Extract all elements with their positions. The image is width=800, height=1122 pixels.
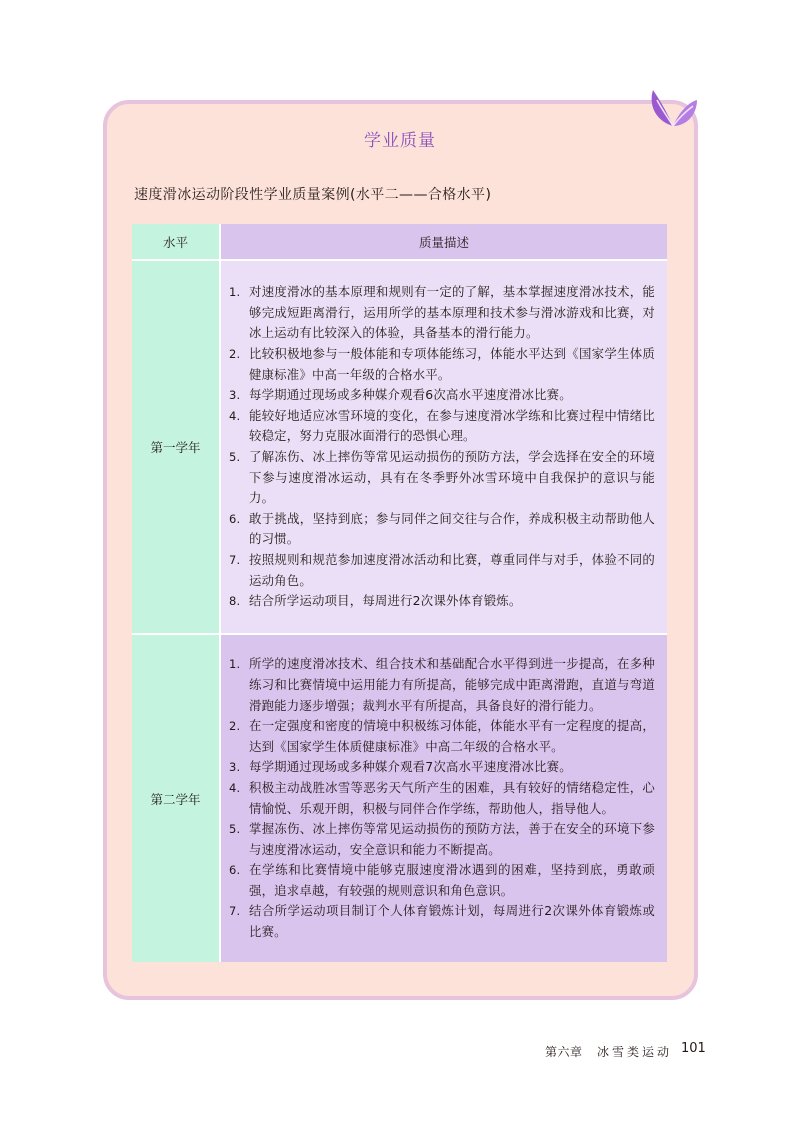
item-number: 6. [229, 863, 241, 878]
item-text: 能较好地适应冰雪环境的变化，在参与速度滑冰学练和比赛过程中情绪比较稳定，努力克服冰面滑行的恐惧心理。 [249, 407, 655, 444]
list-item [229, 447, 655, 509]
item-text: 每学期通过现场或多种媒介观看6次高水平速度滑冰比赛。 [249, 387, 572, 403]
quality-table [132, 224, 667, 962]
list-item [229, 716, 655, 757]
list-item [229, 819, 655, 860]
page-number: 101 [681, 1041, 706, 1056]
item-text: 结合所学运动项目制订个人体育锻炼计划，每周进行2次课外体育锻炼或比赛。 [249, 903, 655, 940]
list-item [229, 406, 655, 447]
item-text: 比较积极地参与一般体能和专项体能练习，体能水平达到《国家学生体质健康标准》中高一年级的合格水平。 [249, 346, 655, 382]
item-number: 7. [229, 552, 241, 567]
item-text: 对速度滑冰的基本原理和规则有一定的了解，基本掌握速度滑冰技术，能够完成短距离滑行，运用所学的基本原理和技术参与滑冰游戏和比赛，对冰上运动有比较深入的体验，具备基本的滑行能力。 [249, 284, 655, 341]
item-text: 敢于挑战，坚持到底；参与同伴之间交往与合作，养成积极主动帮助他人的习惯。 [249, 510, 655, 547]
list-item [229, 385, 655, 406]
list-item [229, 282, 655, 344]
item-number: 1. [229, 285, 241, 300]
item-number: 4. [229, 780, 241, 795]
item-text: 了解冻伤、冰上摔伤等常见运动损伤的预防方法，学会选择在安全的环境下参与速度滑冰运动，具有在冬季野外冰雪环境中自我保护的意识与能力。 [249, 449, 655, 506]
table-caption: 速度滑冰运动阶段性学业质量案例(水平二——合格水平) [134, 187, 492, 203]
item-number: 1. [229, 657, 241, 672]
description-cell [220, 634, 667, 962]
table-header-row [132, 224, 667, 260]
item-number: 5. [229, 822, 241, 837]
item-number: 4. [229, 408, 241, 423]
description-list [221, 654, 667, 942]
level-cell: 第一学年 [132, 260, 220, 634]
list-item [229, 901, 655, 942]
item-text: 每学期通过现场或多种媒介观看7次高水平速度滑冰比赛。 [249, 759, 572, 775]
list-item [229, 778, 655, 819]
footer-chapter-title: 冰雪类运动 [597, 1045, 673, 1059]
item-number: 6. [229, 511, 241, 526]
item-number: 3. [229, 760, 241, 775]
level-cell: 第二学年 [132, 634, 220, 962]
section-title: 学业质量 [364, 131, 436, 151]
item-text: 所学的速度滑冰技术、组合技术和基础配合水平得到进一步提高，在多种练习和比赛情境中运用能力有所提高，能够完成中距离滑跑，直道与弯道滑跑能力逐步增强；裁判水平有所提高，具备良好的滑行能力。 [249, 656, 655, 713]
table-row [132, 634, 667, 962]
item-text: 在学练和比赛情境中能够克服速度滑冰遇到的困难，坚持到底，勇敢顽强，追求卓越，有较强的规则意识和角色意识。 [249, 862, 655, 898]
item-text: 在一定强度和密度的情境中积极练习体能，体能水平有一定程度的提高，达到《国家学生体质健康标准》中高二年级的合格水平。 [249, 718, 655, 754]
table-row [132, 260, 667, 634]
item-number: 2. [229, 719, 241, 734]
item-number: 2. [229, 347, 241, 362]
list-item [229, 344, 655, 385]
description-list [221, 282, 667, 612]
list-item [229, 591, 655, 612]
list-item [229, 860, 655, 901]
item-text: 掌握冻伤、冰上摔伤等常见运动损伤的预防方法，善于在安全的环境下参与速度滑冰运动，安全意识和能力不断提高。 [249, 821, 655, 857]
list-item [229, 550, 655, 591]
list-item [229, 757, 655, 778]
item-number: 8. [229, 594, 241, 609]
item-text: 积极主动战胜冰雪等恶劣天气所产生的困难，具有较好的情绪稳定性，心情愉悦、乐观开朗，积极与同伴合作学练，帮助他人，指导他人。 [249, 779, 655, 816]
item-number: 7. [229, 904, 241, 919]
footer-chapter: 第六章 [545, 1045, 583, 1059]
description-cell [220, 260, 667, 634]
item-number: 3. [229, 388, 241, 403]
list-item [229, 509, 655, 550]
item-text: 按照规则和规范参加速度滑冰活动和比赛，尊重同伴与对手，体验不同的运动角色。 [249, 551, 655, 588]
header-description: 质量描述 [220, 224, 667, 260]
item-text: 结合所学运动项目，每周进行2次课外体育锻炼。 [249, 593, 522, 609]
header-level: 水平 [132, 224, 220, 260]
list-item [229, 654, 655, 716]
item-number: 5. [229, 450, 241, 464]
